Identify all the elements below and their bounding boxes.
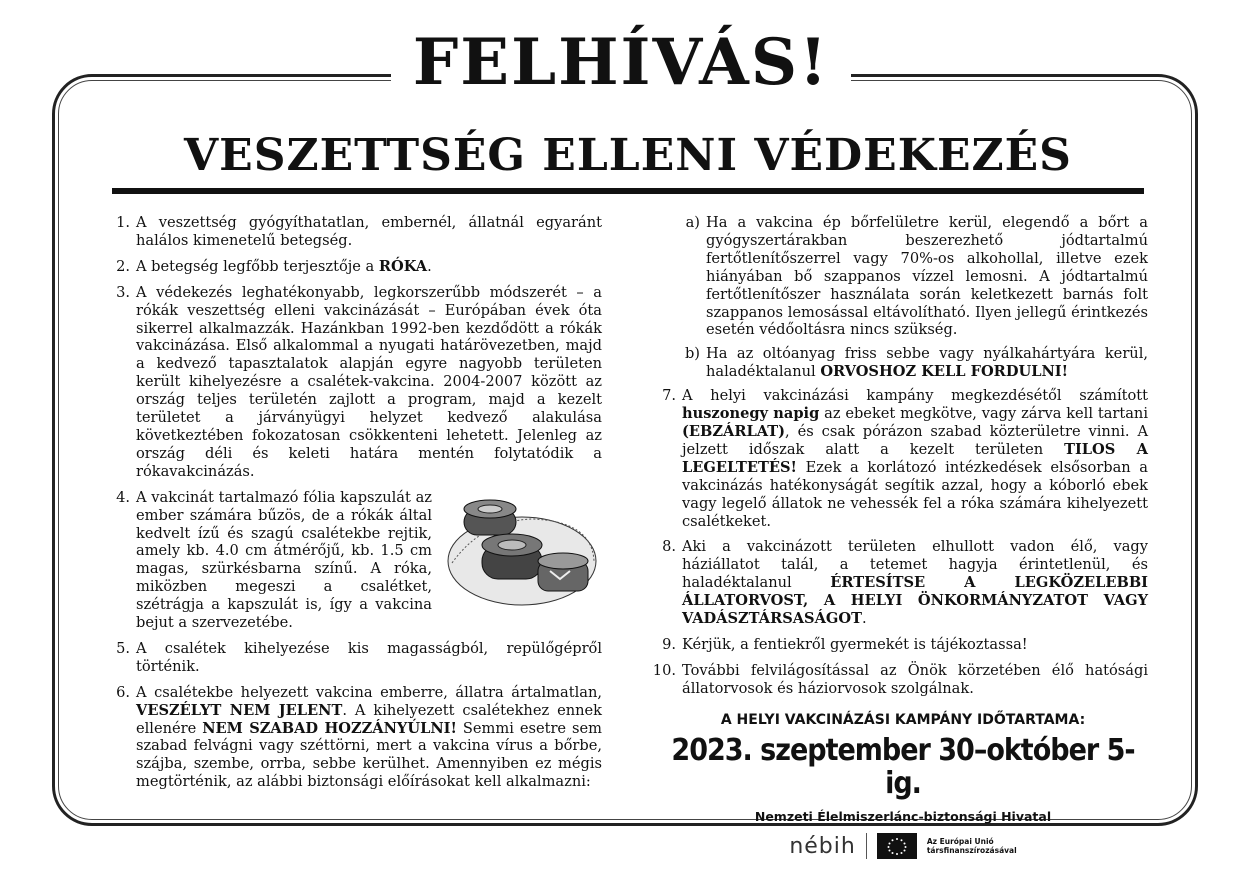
eu-cofinance-text <box>927 837 1017 855</box>
campaign-dates: 2023. szeptember 30–október 5-ig. <box>671 732 1135 801</box>
item-text: A helyi vakcinázási kampány megkezdésétől számított huszonegy napig az ebeket megkötve, vagy zárva kell tartani (EBZÁRLAT), és csak pórázon szabad közterületre vinni. A jelzett időszak alatt a kezelt területen TILOS A LEGELTETÉS! Ezek a korlátozó intézkedések elsősorban a vakcinázás hatékonyságát segítik azzal, hogy a kóborló ebek vagy legelő állatok ne vehessék fel a róka számára kihelyezett csalétkeket. <box>682 387 1149 530</box>
list-item-6 <box>112 684 602 791</box>
item-text: További felvilágosítással az Önök körzetében élő hatósági állatorvosok és háziorvosok szolgálnak. <box>682 661 1148 697</box>
item-text: A betegség legfőbb terjesztője a RÓKA. <box>136 257 432 275</box>
item-number: 1. <box>116 214 130 231</box>
item-text: Aki a vakcinázott területen elhullott vadon élő, vagy háziállatot talál, a tetemet hagyja érintetlenül, és haladéktalanul ÉRTESÍTSE A LEGKÖZELEBBI ÁLLATORVOST, A HELYI ÖNKORMÁNYZATOT VAGY VADÁSZTÁRSASÁGOT. <box>682 538 1148 628</box>
item-number: 10. <box>652 661 676 679</box>
item-number: a) <box>685 214 700 231</box>
item-text: A védekezés leghatékonyabb, legkorszerűbb módszerét – a rókák veszettség elleni vakcinázását – Európában évek óta sikerrel alkalmazzák. Hazánkban 1992-ben kezdődött a rókák vakcinázása. Első alkalommal a nyugati határövezetben, majd a kedvező tapasztalatok alapján egyre nagyobb területen került kihelyezésre a csalétek-vakcina. 2004-2007 között az ország teljes területén zajlott a program, majd a kezelt területet a járványügyi helyzet kedvező alakulása következtében fokozatosan csökkenteni lehetett. Jelenleg az ország déli és keleti határa mentén folytatódik a rókavakcinázás. <box>136 283 602 480</box>
item-number: 2. <box>116 257 130 275</box>
item-number: 3. <box>116 283 130 301</box>
sub-item-b <box>676 345 1148 381</box>
item-number: 5. <box>116 639 130 657</box>
right-column <box>652 214 1149 859</box>
title-rule <box>112 188 1144 194</box>
eu-line-1: Az Európai Unió <box>926 837 994 847</box>
item-number: 6. <box>116 683 130 701</box>
item-text: A veszettség gyógyíthatatlan, embernél, állatnál egyaránt halálos kimenetelű betegség. <box>136 214 602 249</box>
list-item-7 <box>658 387 1148 530</box>
left-column <box>112 214 602 799</box>
bait-illustration <box>442 491 602 609</box>
list-item-3 <box>112 284 602 481</box>
eu-stars-icon <box>884 836 910 856</box>
logo-row <box>658 833 1148 859</box>
item-text: Ha az oltóanyag friss sebbe vagy nyálkahártyára kerül, haladéktalanul ORVOSHOZ KELL FORDULNI! <box>706 345 1148 381</box>
list-item-10 <box>652 661 1148 698</box>
item-text: Ha a vakcina ép bőrfelületre kerül, elegendő a bőrt a gyógyszertárakban beszerezhető jódtartalmú fertőtlenítőszerrel vagy 70%-os alkohollal, illetve ezek hiányában bő szappanos vízzel lemosni. A jódtartalmú fertőtlenítőszer használata során keletkezett barnás folt szappanos lemosással eltávolítható. Ilyen jellegű érintkezés esetén védőoltásra nincs szükség. <box>706 214 1148 339</box>
item-number: 8. <box>662 538 676 556</box>
item-number: 4. <box>116 488 130 506</box>
list-item-9 <box>658 636 1148 654</box>
list-item-1 <box>112 214 602 250</box>
list-item-5 <box>112 640 602 676</box>
item-text: Kérjük, a fentiekről gyermekét is tájékoztassa! <box>682 635 1028 653</box>
page-title-wrap <box>0 25 1242 100</box>
logo-divider <box>866 833 867 859</box>
item-number: 7. <box>662 387 676 405</box>
list-item-4 <box>112 489 602 632</box>
page-title: FELHÍVÁS! <box>391 28 851 98</box>
item-text: A vakcinát tartalmazó fólia kapszulát az ember számára bűzös, de a rókák által kedvelt ízű és szagú csalétekbe rejtik, amely kb. 4.0 cm átmérőjű, kb. 1.5 cm magas, szürkésbarna színű. A róka, miközben megeszi a csalétket, szétrágja a kapszulát is, így a vakcina bejut a szervezetébe. <box>136 489 602 632</box>
eu-flag-icon <box>877 833 917 859</box>
nebih-logo: nébih <box>789 833 856 859</box>
list-item-2 <box>112 258 602 276</box>
agency-name: Nemzeti Élelmiszerlánc-biztonsági Hivatal <box>754 808 1052 824</box>
page-subtitle: VESZETTSÉG ELLENI VÉDEKEZÉS <box>184 130 1072 181</box>
item-number: 9. <box>662 635 676 653</box>
sub-item-a <box>676 214 1148 339</box>
campaign-label: A HELYI VAKCINÁZÁSI KAMPÁNY IDŐTARTAMA: <box>720 711 1086 728</box>
eu-line-2: társfinanszírozásával <box>926 846 1017 856</box>
item-number: b) <box>684 345 700 363</box>
list-item-8 <box>658 538 1148 628</box>
item-text: A csalétekbe helyezett vakcina emberre, állatra ártalmatlan, VESZÉLYT NEM JELENT. A kihelyezett csalétekhez ennek ellenére NEM SZABAD HOZZÁNYÚLNI! Semmi esetre sem szabad felvágni vagy széttörni, mert a vakcina vírus a bőrbe, szájba, szembe, orrba, sebbe kerülhet. Amennyiben ez mégis megtörténik, az alábbi biztonsági előírásokat kell alkalmazni: <box>136 683 602 791</box>
item-text: A csalétek kihelyezése kis magasságból, repülőgépről történik. <box>136 639 602 675</box>
